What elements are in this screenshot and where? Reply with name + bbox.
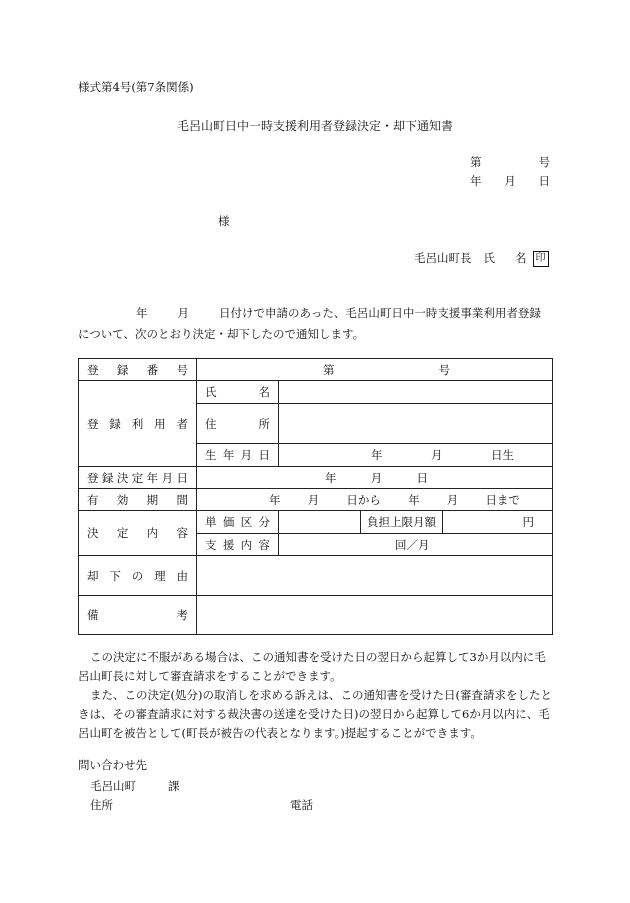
contact-address-phone — [90, 798, 313, 812]
row-unit-price — [79, 511, 553, 534]
reg-number-dai: 第 — [323, 362, 335, 377]
reject-label: 却下の理由 — [79, 556, 197, 596]
decision-year: 年 — [325, 470, 337, 485]
issue-year: 年 — [470, 174, 482, 188]
issue-day: 日 — [538, 174, 550, 188]
support-value — [279, 534, 553, 556]
sender-mei: 名 — [515, 251, 527, 266]
issue-date — [470, 176, 550, 188]
contact-phone: 電話 — [290, 798, 313, 812]
burden-yen: 円 — [443, 511, 553, 534]
addressee-suffix: 様 — [218, 214, 230, 228]
birth-label: 生年月日 — [197, 444, 279, 467]
validity-label: 有効期間 — [79, 489, 197, 511]
issue-month: 月 — [504, 174, 516, 188]
decision-date-label: 登録決定年月日 — [79, 467, 197, 489]
doc-number-dai: 第 — [470, 155, 482, 169]
contact-heading: 問い合わせ先 — [78, 758, 147, 772]
notice-paragraph-1: この決定に不服がある場合は、この通知書を受けた日の翌日から起算して3か月以内に毛呂山町長に対して審査請求をすることができます。 — [78, 650, 546, 683]
validity-from-month: 月 — [307, 492, 320, 507]
document-title: 毛呂山町日中一時支援利用者登録決定・却下通知書 — [176, 119, 453, 133]
decision-month: 月 — [370, 470, 383, 485]
notice-paragraph-2: また、この決定(処分)の取消しを求める訴えは、この通知書を受けた日(審査請求をしたときは、その審査請求に対する裁決書の送達を受けた日)の翌日から起算して6か月以内に、毛呂山町を被告として(町長が被告の代表となります。)提起することができます。 — [78, 688, 552, 740]
unit-price-label: 単価区分 — [197, 511, 279, 534]
sender-line — [414, 251, 549, 267]
user-label: 登録利用者 — [79, 381, 197, 467]
seal-stamp-box: 印 — [533, 251, 549, 267]
content-label: 決定内容 — [79, 511, 197, 556]
decision-date-value — [197, 467, 553, 489]
support-label: 支援内容 — [197, 534, 279, 556]
row-reg-number — [79, 359, 553, 381]
validity-value — [197, 489, 553, 511]
row-remarks — [79, 596, 553, 635]
contact-town: 毛呂山町 — [90, 779, 136, 793]
intro-month: 月 — [177, 306, 189, 320]
decision-day: 日 — [416, 470, 428, 485]
validity-to-year: 年 — [408, 492, 420, 507]
notice-block — [78, 648, 552, 743]
sender-title: 毛呂山町長 — [414, 251, 472, 266]
row-user-name — [79, 381, 553, 404]
sender-shi: 氏 — [483, 251, 495, 266]
reg-number-go: 号 — [438, 362, 450, 377]
remarks-value — [197, 596, 553, 635]
address-value — [279, 404, 553, 444]
unit-price-value — [279, 511, 361, 534]
birth-day: 日生 — [491, 448, 514, 462]
birth-value — [279, 444, 553, 467]
birth-year: 年 — [371, 448, 383, 462]
form-number: 様式第4号(第7条関係) — [78, 80, 194, 94]
registration-table — [78, 358, 553, 635]
reject-value — [197, 556, 553, 596]
name-value — [279, 381, 553, 404]
contact-section: 課 — [168, 779, 180, 793]
per-month: 回／月 — [395, 537, 430, 552]
intro-paragraph — [78, 303, 552, 345]
validity-from-year: 年 — [269, 492, 281, 507]
intro-year: 年 — [136, 306, 148, 320]
address-label: 住所 — [197, 404, 279, 444]
validity-to-month: 月 — [446, 492, 459, 507]
birth-month: 月 — [431, 448, 443, 462]
row-decision-date — [79, 467, 553, 489]
intro-text: 日付けで申請のあった、毛呂山町日中一時支援事業利用者登録について、次のとおり決定・却下したので通知します。 — [78, 306, 541, 341]
document-number — [470, 157, 550, 169]
burden-label: 負担上限月額 — [361, 511, 443, 534]
doc-number-go: 号 — [538, 155, 550, 169]
reg-number-label: 登録番号 — [79, 359, 197, 381]
validity-to-day: 日まで — [485, 492, 520, 507]
name-label: 氏名 — [197, 381, 279, 404]
row-validity — [79, 489, 553, 511]
row-reject — [79, 556, 553, 596]
contact-address: 住所 — [90, 798, 113, 812]
remarks-label: 備考 — [79, 596, 197, 635]
contact-department — [90, 781, 180, 793]
validity-from-day: 日から — [346, 492, 381, 507]
reg-number-value — [197, 359, 553, 381]
